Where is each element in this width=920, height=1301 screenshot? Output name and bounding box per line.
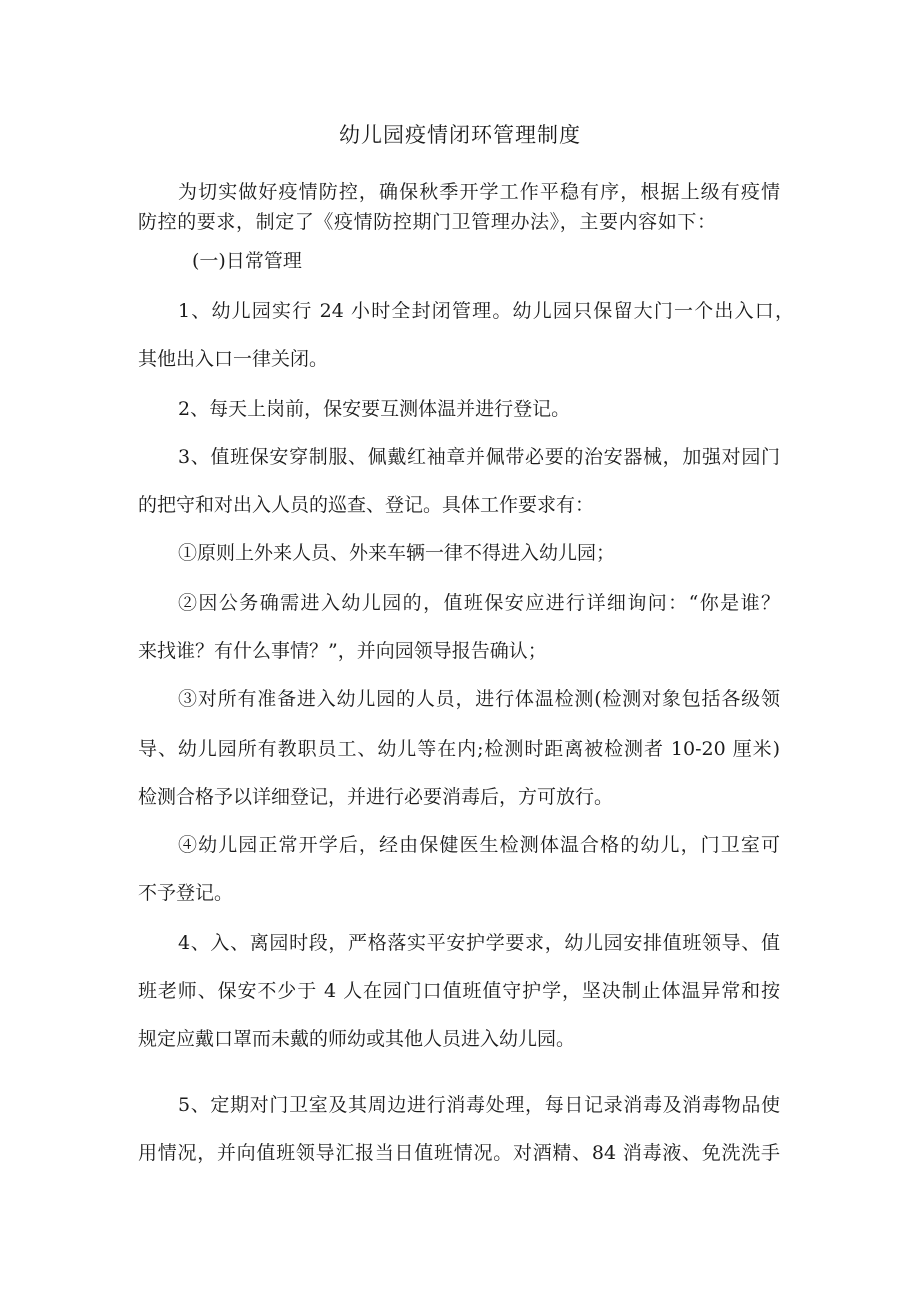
list-item: ③对所有准备进入幼儿园的人员，进行体温检测(检测对象包括各级领 bbox=[178, 688, 780, 710]
document-title: 幼儿园疫情闭环管理制度 bbox=[339, 123, 581, 147]
paragraph-line: 规定应戴口罩而未戴的师幼或其他人员进入幼儿园。 bbox=[138, 1028, 576, 1050]
paragraph-line: 其他出入口一律关闭。 bbox=[138, 348, 329, 370]
paragraph-line: 的把守和对出入人员的巡查、登记。具体工作要求有： bbox=[138, 494, 595, 516]
paragraph-line: 1、幼儿园实行 24 小时全封闭管理。幼儿园只保留大门一个出入口， bbox=[178, 300, 794, 322]
list-item: 导、幼儿园所有教职员工、幼儿等在内;检测时距离被检测者 10-20 厘米) bbox=[138, 738, 780, 760]
list-item: ①原则上外来人员、外来车辆一律不得进入幼儿园； bbox=[178, 542, 616, 564]
paragraph-line: 4、入、离园时段，严格落实平安护学要求，幼儿园安排值班领导、值 bbox=[178, 932, 780, 954]
paragraph-line: 为切实做好疫情防控，确保秋季开学工作平稳有序，根据上级有疫情 bbox=[178, 181, 780, 203]
paragraph-line: 2、每天上岗前，保安要互测体温并进行登记。 bbox=[178, 398, 571, 420]
paragraph-line: 5、定期对门卫室及其周边进行消毒处理，每日记录消毒及消毒物品使 bbox=[178, 1094, 780, 1116]
list-item: 检测合格予以详细登记，并进行必要消毒后，方可放行。 bbox=[138, 786, 614, 808]
paragraph-line: 3、值班保安穿制服、佩戴红袖章并佩带必要的治安器械，加强对园门 bbox=[178, 446, 780, 468]
list-item: ④幼儿园正常开学后，经由保健医生检测体温合格的幼儿，门卫室可 bbox=[178, 834, 780, 856]
paragraph-line: 用情况，并向值班领导汇报当日值班情况。对酒精、84 消毒液、免洗洗手 bbox=[138, 1142, 780, 1164]
paragraph-line: 班老师、保安不少于 4 人在园门口值班值守护学，坚决制止体温异常和按 bbox=[138, 980, 780, 1002]
section-heading: (一)日常管理 bbox=[192, 250, 302, 272]
list-item: ②因公务确需进入幼儿园的，值班保安应进行详细询问：“你是谁？ bbox=[178, 592, 780, 614]
paragraph-line: 防控的要求，制定了《疫情防控期门卫管理办法》，主要内容如下： bbox=[138, 211, 716, 233]
list-item: 不予登记。 bbox=[138, 882, 234, 904]
list-item: 来找谁？有什么事情？”，并向园领导报告确认； bbox=[138, 640, 547, 662]
